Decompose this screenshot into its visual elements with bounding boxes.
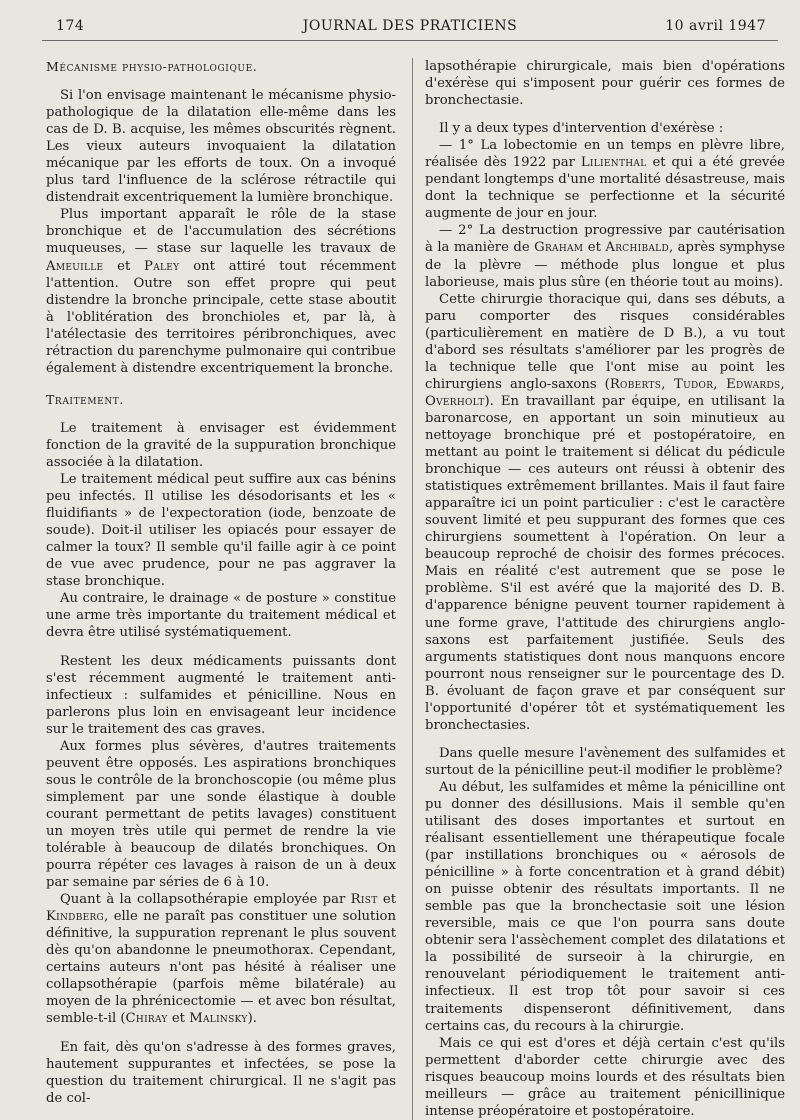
paragraph: Plus important apparaît le rôle de la stase bronchique et de l'accumulation des sécrétions muqueuses, — stase sur laquelle les travaux de Ameuille et Paley ont attiré tout récemment l'attention. Outre son effet propre qui peut distendre la bronche principale, cette stase aboutit à l'oblitération des bronchioles et, par là, à l'atélectasie des territoires péribronchiques, avec rétraction du parenchyme pulmonaire qui contribue également à distendre excentriquement la bronche. [46, 207, 396, 376]
author-name: Lilienthal [580, 155, 647, 171]
right-column [412, 58, 785, 1120]
author-name: Kindberg [46, 909, 105, 925]
paragraph: Quant à la collapsothérapie employée par Rist et Kindberg, elle ne paraît pas constituer une solution définitive, la suppuration reprenant le plus souvent dès qu'on abandonne le pneumothorax. Cependant, certains auteurs n'ont pas hésité à réaliser une collapsothérapie (parfois même bilatérale) au moyen de la phrénicectomie — et avec bon résultat, semble-t-il (Chiray et Malinsky). [46, 892, 396, 1027]
left-column [42, 58, 412, 1120]
journal-title: JOURNAL DES PRATICIENS [302, 18, 518, 34]
paragraph: — 1° La lobectomie en un temps en plèvre libre, réalisée dès 1922 par Lilienthal et qui a été grevée pendant longtemps d'une mortalité désastreuse, mais dont la technique se perfectionne et la sécurité augmente de jour en jour. [425, 138, 785, 222]
paragraph: En fait, dès qu'on s'adresse à des formes graves, hautement suppurantes et infectées, se pose la question du traitement chirurgical. Il ne s'agit pas de col- [46, 1039, 396, 1106]
author-name: Archibald [605, 240, 669, 256]
paragraph: Restent les deux médicaments puissants dont s'est récemment augmenté le traitement anti-infectieux : sulfamides et pénicilline. Nous en parlerons plus loin en envisageant leur incidence sur le traitement des cas graves. [46, 653, 396, 737]
article-columns [42, 58, 790, 1120]
section-heading-traitement: Traitement. [46, 391, 124, 407]
paragraph: — 2° La destruction progressive par cautérisation à la manière de Graham et Archibald, après symphyse de la plèvre — méthode plus longue et plus laborieuse, mais plus sûre (en théorie tout au moins). [425, 223, 785, 290]
author-name: Rist [350, 892, 378, 908]
paragraph: Au contraire, le drainage « de posture » constitue une arme très importante du traitement médical et devra être utilisé systématiquement. [46, 591, 396, 641]
paragraph: Si l'on envisage maintenant le mécanisme physio-pathologique de la dilatation elle-même dans les cas de D. B. acquise, les mêmes obscurités règnent. Les vieux auteurs invoquaient la dilatation mécanique par les efforts de toux. On a invoqué plus tard l'influence de la sclérose rétractile qui distendrait excentriquement la lumière bronchique. [46, 88, 396, 206]
paragraph: Il y a deux types d'intervention d'exérèse : [439, 121, 724, 137]
paragraph: lapsothérapie chirurgicale, mais bien d'opérations d'exérèse qui s'imposent pour guérir ces formes de bronchectasie. [425, 59, 785, 109]
author-names: Roberts, Tudor, Edwards, Overholt [425, 376, 785, 409]
paragraph: Cette chirurgie thoracique qui, dans ses débuts, a paru comporter des risques considérables (particulièrement en matière de D B.), a vu tout d'abord ses résultats s'améliorer par les progrès de la technique telle que l'ont mise au point les chirurgiens anglo-saxons (Roberts, Tudor, Edwards, Overholt). En travaillant par équipe, en utilisant la baronarcose, en apportant un soin minutieux au nettoyage bronchique pré et postopératoire, en mettant au point le traitement si délicat du pédicule bronchique — ces auteurs ont réussi à obtenir des statistiques extrêmement brillantes. Mais il faut faire apparaître ici un point particulier : c'est le caractère souvent limité et peu suppurant des formes que ces chirurgiens soumettent à l'opération. On leur a beaucoup reproché de choisir des formes précoces. Mais en réalité c'est autrement que se pose le problème. S'il est avéré que la majorité des D. B. d'apparence bénigne peuvent tourner rapidement à une forme grave, l'attitude des chirurgiens anglo-saxons est parfaitement justifiée. Seuls des arguments statistiques dont nous manquons encore pourront nous renseigner sur le pourcentage des D. B. évoluant de façon grave et par conséquent sur l'opportunité d'opérer tôt et systématiquement les bronchectasies. [425, 291, 785, 733]
paragraph: Le traitement médical peut suffire aux cas bénins peu infectés. Il utilise les désodorisants et les « fluidifiants » de l'expectoration (iode, benzoate de soude). Doit-il utiliser les opiacés pour essayer de calmer la toux? Il semble qu'il faille agir à ce point de vue avec prudence, pour ne pas aggraver la stase bronchique. [46, 472, 396, 590]
author-name: Paley [144, 258, 180, 274]
paragraph: Aux formes plus sévères, d'autres traitements peuvent être opposés. Les aspirations bronchiques sous le contrôle de la bronchoscopie (ou même plus simplement par une sonde élastique à double courant permettant de petits lavages) constituent un moyen très utile qui permet de rendre la vie tolérable à beaucoup de dilatés bronchiques. On pourra répéter ces lavages à raison de un à deux par semaine par séries de 6 à 10. [46, 738, 396, 891]
running-header [42, 14, 778, 41]
author-name: Graham [534, 240, 584, 256]
section-heading-mecanisme: Mécanisme physio-pathologique. [46, 59, 258, 74]
paragraph: Le traitement à envisager est évidemment fonction de la gravité de la suppuration bronchique associée à la dilatation. [46, 420, 396, 470]
author-name: Malinsky [189, 1011, 248, 1027]
page-number: 174 [56, 18, 85, 34]
author-name: Ameuille [46, 258, 104, 274]
author-name: Chiray [125, 1011, 168, 1027]
paragraph: Dans quelle mesure l'avènement des sulfamides et surtout de la pénicilline peut-il modifier le problème? [425, 745, 785, 778]
paragraph: Au début, les sulfamides et même la pénicilline ont pu donner des désillusions. Mais il semble qu'en utilisant des doses importantes et surtout en réalisant essentiellement une thérapeutique focale (par instillations bronchiques ou « aérosols de pénicilline » à forte concentration et à grand débit) on puisse obtenir des résultats importants. Il ne semble pas que la bronchectasie soit une lésion reversible, mais ce que l'on pourra sans doute obtenir sera l'assèchement complet des dilatations et la possibilité de surseoir à la chirurgie, en renouvelant périodiquement le traitement anti-infectieux. Il est trop tôt pour savoir si ces traitements dispenseront définitivement, dans certains cas, du recours à la chirurgie. [425, 779, 785, 1034]
issue-date: 10 avril 1947 [665, 18, 766, 34]
paragraph: Mais ce qui est d'ores et déjà certain c'est qu'ils permettent d'aborder cette chirurgie avec des risques beaucoup moins lourds et des résultats bien meilleurs — grâce au traitement pénicillinique intense préopératoire et postopératoire. [425, 1035, 785, 1119]
